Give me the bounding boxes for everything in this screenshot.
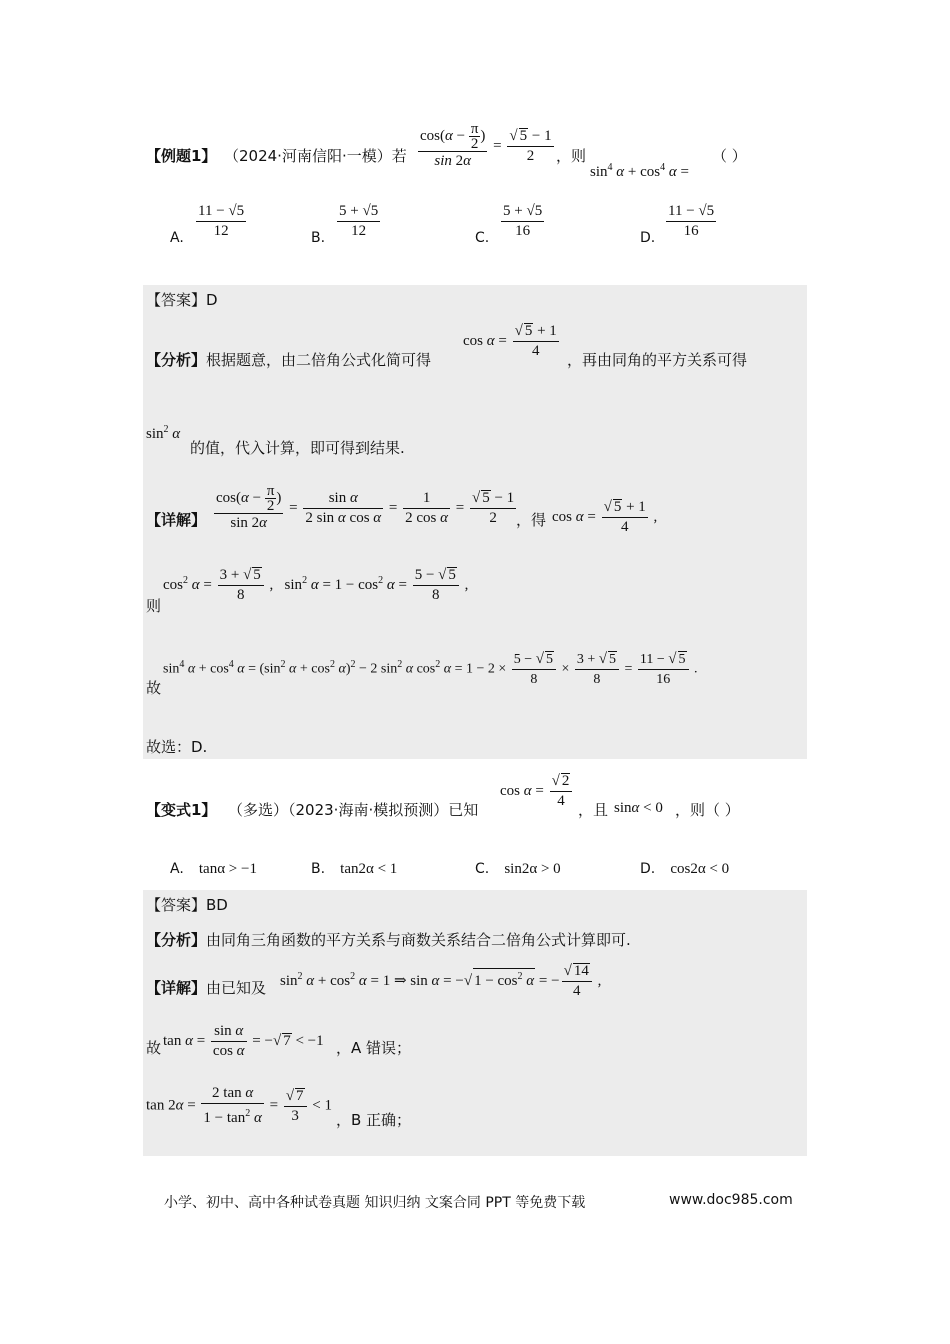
variant1-option-c[interactable]: C. sin2α > 0: [475, 861, 561, 877]
variant1-label: 【变式1】: [146, 801, 217, 819]
example1-detail-formula4: $\sin^4 \alpha + \cos^4 \alpha = (\sin^2$ $\alpha + \cos^2 \alpha)^2 - 2$ $\sin^2 \alpha$ $\cos^2 \alpha = 1 - 2$ × $\frac{5 - √ 5}{8}$ × $\frac{3 + √ 5}{8}$ = $\frac{11 - √ 5}{16}$ .: [163, 651, 698, 687]
variant1-a-wrong: ，A 错误；: [336, 1039, 412, 1057]
variant1-detail-formula1: $\sin^2 \alpha + \cos^2 \alpha = 1$ ⇒ sin α = −√ $1 - \cos^2 \alpha$ = − $\frac{√ 14}{4}$ ,: [280, 963, 602, 999]
example1-analysis-text3: 的值，代入计算，即可得到结果.: [190, 439, 405, 457]
example1-detail-gu: 故: [146, 679, 162, 697]
example1-condition-formula: cos(α − $\frac{\pi}{2}$ ) sin 2α = $\frac{√ 5 - 1}{2}$: [420, 121, 552, 169]
example1-detail-label: 【详解】: [146, 511, 207, 529]
variant1-analysis: [146, 930, 631, 950]
example1-detail-de: ，得: [516, 511, 547, 529]
example1-conclusion: 故选：D.: [146, 738, 208, 756]
footer: [164, 1192, 585, 1212]
analysis-label: 【分析】: [146, 931, 207, 949]
example1-analysis-cos-formula: cos α = $\frac{√ 5 + 1}{4}$: [463, 323, 557, 359]
option-a-expr: tanα > −1: [198, 861, 257, 877]
footer-text: 小学、初中、高中各种试卷真题 知识归纳 文案合同 PPT 等免费下载: [164, 1195, 586, 1211]
answer-value: BD: [206, 896, 228, 914]
variant1-cond: ，且: [578, 801, 609, 819]
example1-detail-formula2: cos α = $\frac{√ 5 + 1}{4}$ ,: [552, 499, 658, 535]
example1-source: （2024·河南信阳·一模）若: [224, 147, 407, 165]
example1-analysis-sin2: $\sin^2 \alpha$: [146, 424, 181, 442]
variant1-gu: 故: [146, 1039, 162, 1057]
variant1-option-d[interactable]: D. cos2α < 0: [640, 861, 730, 877]
variant1-sin-cond: sinα < 0: [614, 800, 663, 816]
variant1-option-b[interactable]: B. tan2α < 1: [311, 861, 398, 877]
analysis-text: 由同角三角函数的平方关系与商数关系结合二倍角公式计算即可.: [206, 931, 631, 949]
option-d-fraction: $\frac{11 - √5}{16}$: [668, 203, 715, 239]
variant1-tan-formula: tan α = $\frac{\text{sin α}}{\text{cos α}}$ = −√ 7 < −1: [163, 1023, 324, 1059]
detail-text: 由已知及: [206, 979, 267, 997]
variant1-answer: [146, 895, 228, 915]
option-b-fraction: $\frac{5 + √5}{12}$: [339, 203, 379, 239]
detail-label: 【详解】: [146, 979, 207, 997]
variant1-b-right: ，B 正确；: [336, 1111, 412, 1129]
analysis-text1: 根据题意，由二倍角公式化简可得: [206, 351, 432, 369]
answer-value: D: [206, 291, 218, 309]
example1-analysis-line1: [146, 350, 431, 370]
variant1-cond-formula: cos α = $\frac{√ 2}{4}$: [500, 772, 574, 811]
option-c-fraction: $\frac{5 + √5}{16}$: [503, 203, 543, 239]
answer-label: 【答案】: [146, 896, 207, 914]
variant1-option-a[interactable]: A. tanα > −1: [170, 861, 257, 877]
footer-url[interactable]: www.doc985.com: [669, 1192, 793, 1208]
example1-label: 【例题1】: [146, 147, 217, 165]
example1-detail-formula3: $\cos^2 \alpha$ = $\frac{3 + √ 5}{8}$ , $\sin^2 \alpha = 1 - \cos^2 \alpha$ = $\frac{5 - √ 5}{8}$ ,: [163, 567, 469, 603]
answer-label: 【答案】: [146, 291, 207, 309]
example1-paren: （ ）: [712, 147, 747, 165]
example1-analysis-text2: ，再由同角的平方关系可得: [567, 351, 748, 369]
example1-detail-formula1: cos(α − $\frac{\pi}{2}$ ) sin 2α = $\frac{\text{sin α}}{\text{2 sin α cos α}}$ = $\frac{1}{\text{2 cos α}}$ = $\frac{√ 5 - 1}{2}$: [216, 483, 515, 531]
option-a-fraction: $\frac{11 - √5}{12}$: [198, 203, 245, 239]
variant1-then: ，则（ ）: [675, 801, 740, 819]
variant1-source: （多选）（2023·海南·模拟预测）已知: [228, 801, 479, 819]
example1-detail-ze: 则: [146, 597, 162, 615]
analysis-label: 【分析】: [146, 351, 207, 369]
example1-answer: [146, 290, 218, 310]
variant1-tan2-formula: tan 2α = $\frac{\text{2 tan α}}{1 - \tan^2 \alpha}$ = $\frac{√ 7}{3}$ < 1: [146, 1085, 333, 1126]
option-d-expr: cos2α < 0: [670, 861, 730, 877]
example1-then: ，则: [556, 147, 587, 165]
variant1-detail: [146, 978, 266, 998]
option-c-expr: sin2α > 0: [504, 861, 561, 877]
example1-target-formula: $\sin^4 \alpha + \cos^4 \alpha$ =: [590, 162, 689, 180]
option-b-expr: tan2α < 1: [340, 861, 398, 877]
